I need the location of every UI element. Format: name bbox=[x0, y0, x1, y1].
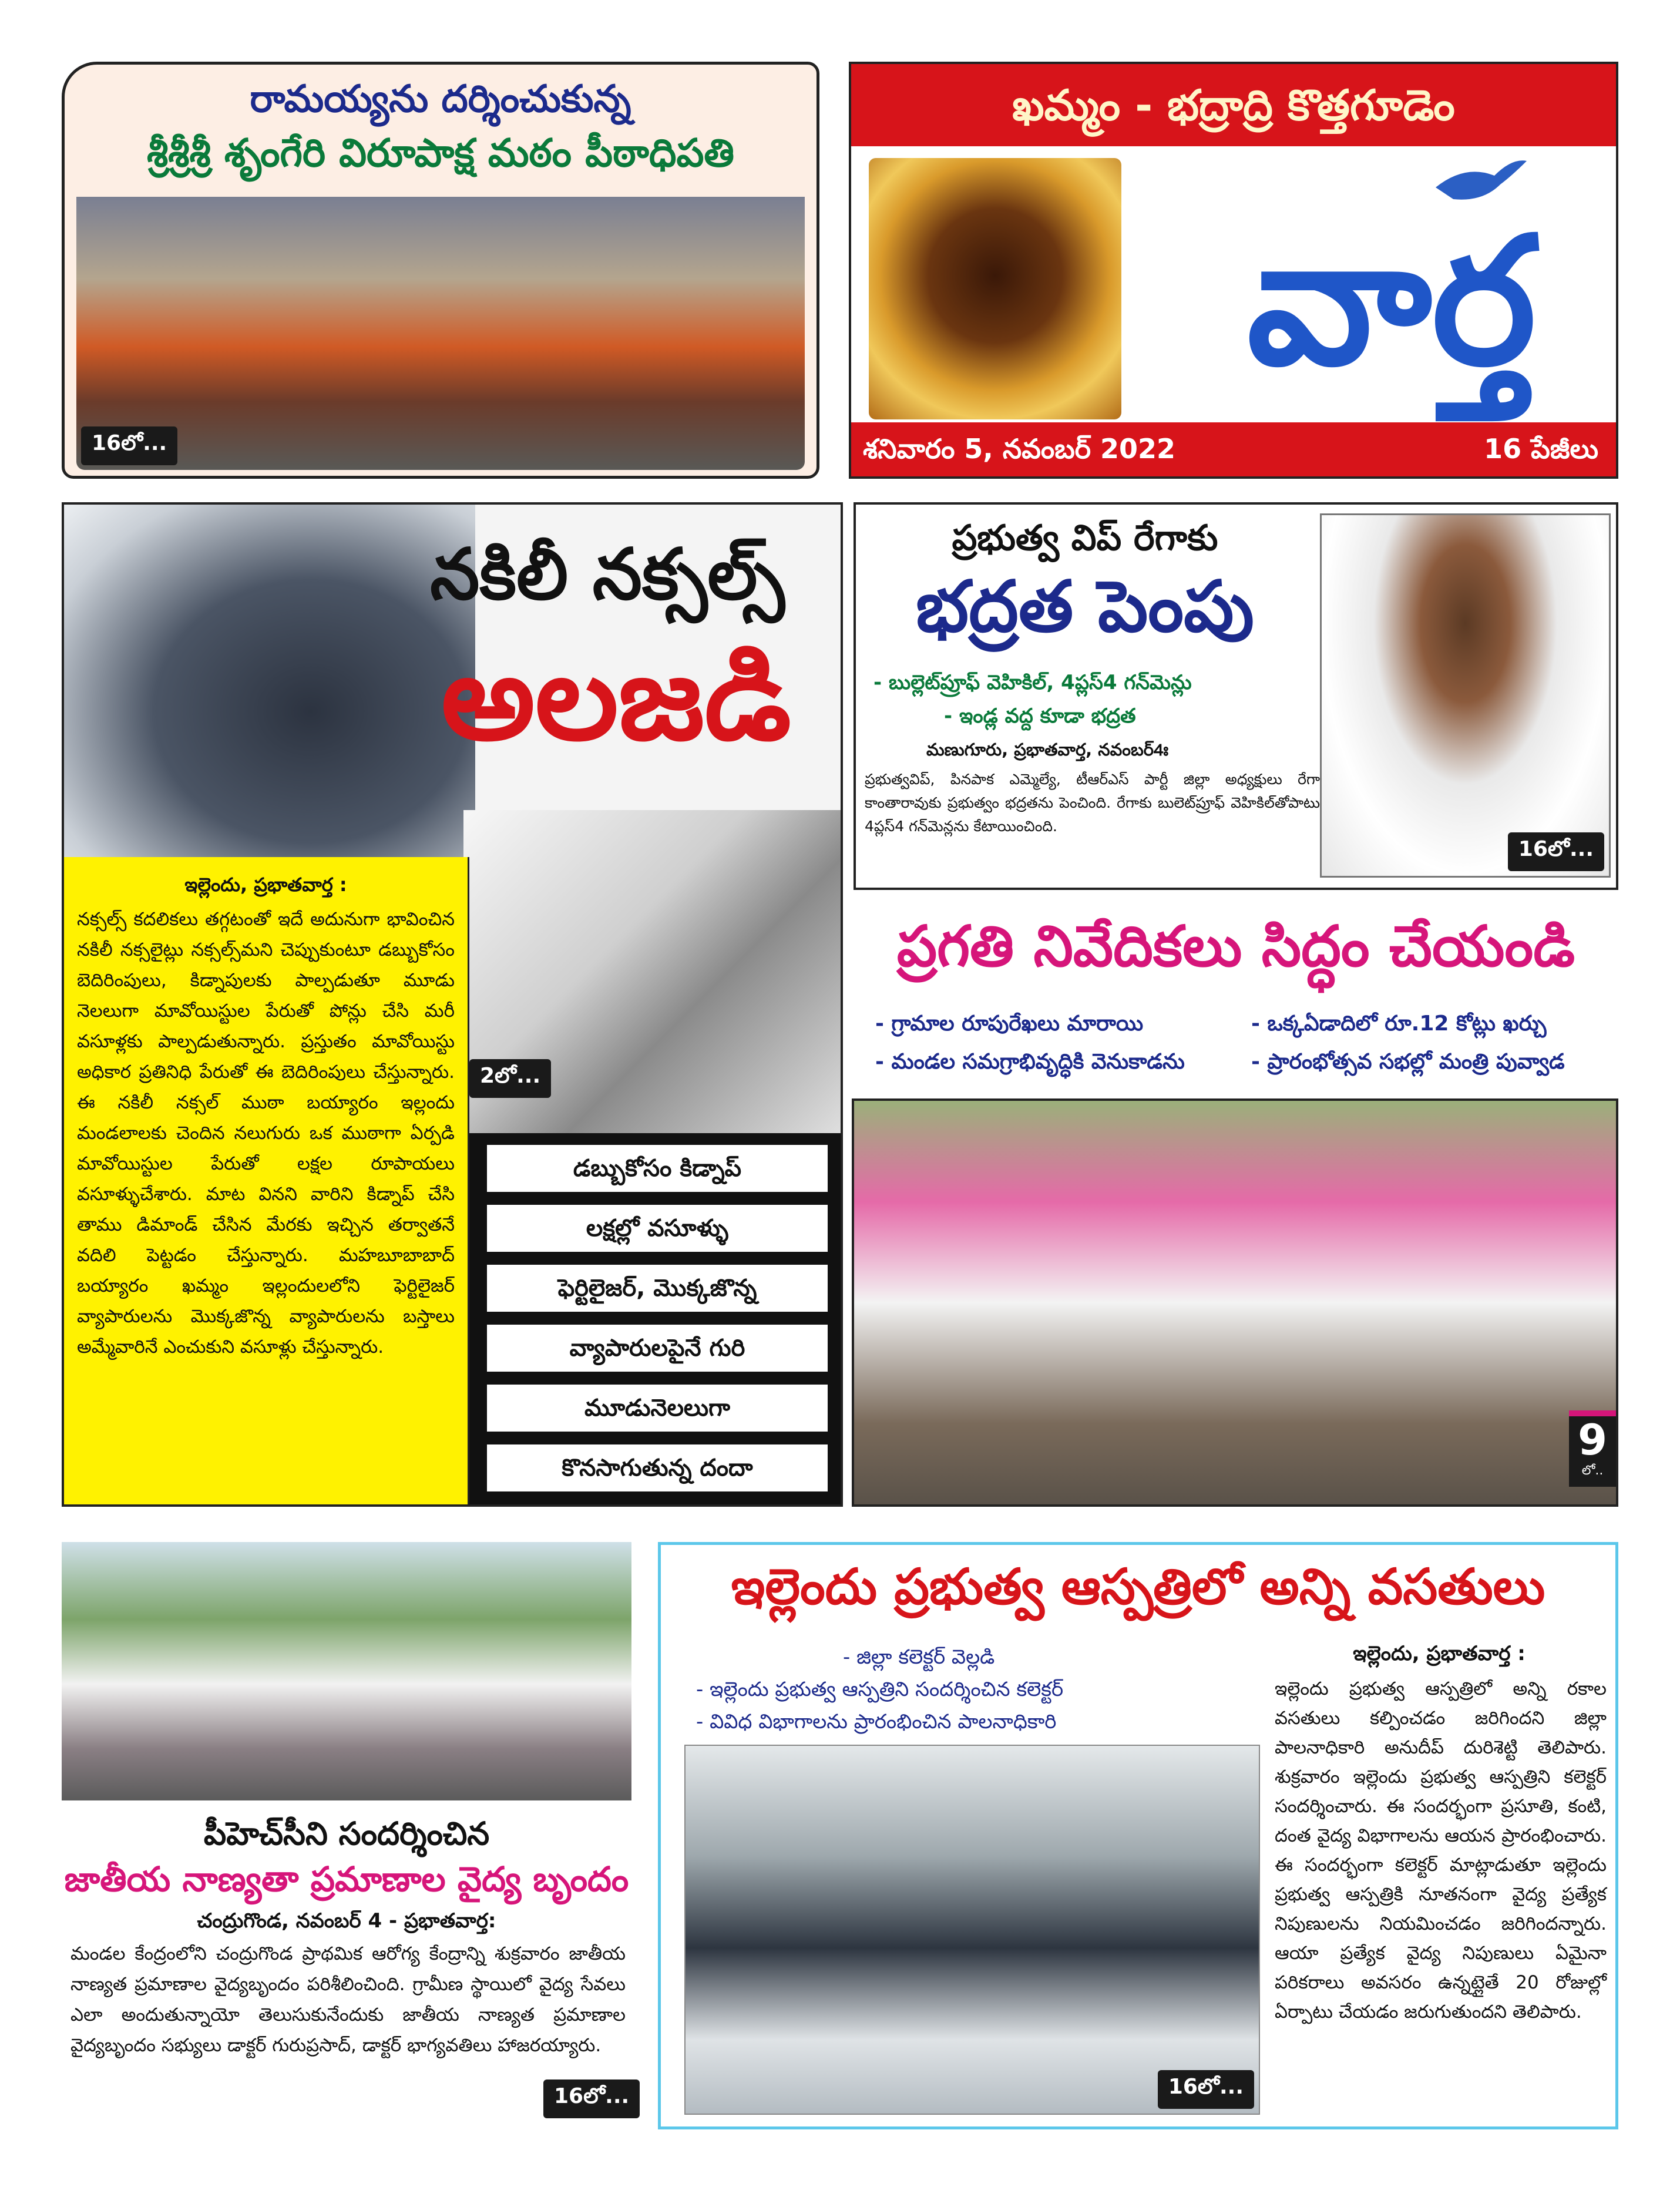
naxals-story bbox=[62, 502, 843, 1507]
masthead-logo: వార్త bbox=[1246, 199, 1537, 404]
naxals-highlights-box bbox=[469, 1133, 843, 1507]
hospital-bullet: - వివిధ విభాగాలను ప్రారంభించిన పాలనాధికారి bbox=[696, 1710, 1057, 1734]
naxals-headline-1: నకిలీ నక్సల్స్ bbox=[430, 534, 785, 616]
naxals-page-ref[interactable]: 2లో... bbox=[469, 1059, 551, 1098]
highlight-item: డబ్బుకోసం కిడ్నాప్ bbox=[487, 1145, 828, 1192]
hospital-visit-photo bbox=[684, 1745, 1260, 2115]
phc-kicker: పీహెచ్‌సీని సందర్శించిన bbox=[203, 1815, 490, 1852]
naxals-body: నక్సల్స్ కదలికలు తగ్గటంతో ఇదే అదునుగా భావించిన నకిలీ నక్సలైట్లు నక్సల్స్‌మని చెప్పుకుంటూ డబ్బుకోసం బెదిరింపులు, కిడ్నాపులకు పాల్పడుతూ మూడు నెలలుగా మావోయిస్టుల పేరుతో పోన్లు చేసి మరీ వసూళ్లకు పాల్పడుతున్నారు. ప్రస్తుతం మావోయిస్టు అధికార ప్రతినిధి పేరుతో ఈ బెదిరింపులు చేస్తున్నారు. ఈ నకిలీ నక్సల్ ముఠా బయ్యారం ఇల్లందు మండలాలకు చెందిన నలుగురు ఒక ముఠాగా ఏర్పడి మావోయిస్టుల పేరుతో లక్షల రూపాయలు వసూళ్ళుచేశారు. మాట వినని వారిని కిడ్నాప్ చేసి తాము డిమాండ్ చేసిన మేరకు ఇచ్చిన తర్వాతనే వదిలి పెట్టడం చేస్తున్నారు. మహబూబాబాద్ బయ్యారం ఖమ్మం ఇల్లందులలోని ఫెర్టిలైజర్ వ్యాపారులను మొక్కజొన్న వ్యాపారులను బస్తాలు అమ్మేవారినే ఎంచుకుని వసూళ్లు చేస్తున్నారు. bbox=[77, 909, 455, 1358]
top-left-heading-1: రామయ్యను దర్శించుకున్న bbox=[250, 78, 631, 121]
whip-kicker: ప్రభుత్వ విప్ రేగాకు bbox=[952, 518, 1218, 559]
highlight-item: లక్షల్లో వసూళ్ళు bbox=[487, 1205, 828, 1252]
phc-page-ref[interactable]: 16లో... bbox=[543, 2080, 640, 2118]
whip-bullet: - ఇండ్ల వద్ద కూడా భద్రత bbox=[944, 704, 1136, 728]
highlight-item: వ్యాపారులపైనే గురి bbox=[487, 1325, 828, 1372]
progress-bullet: - ఒక్కఏడాదిలో రూ.12 కోట్లు ఖర్చు bbox=[1251, 1012, 1547, 1036]
kidnap-sketch-illustration bbox=[463, 810, 843, 1139]
progress-headline: ప్రగతి నివేదికలు సిద్ధం చేయండి bbox=[896, 913, 1575, 979]
masthead-date-bar bbox=[851, 422, 1616, 476]
masthead bbox=[849, 62, 1618, 479]
inauguration-photo bbox=[852, 1098, 1618, 1507]
top-left-story bbox=[62, 62, 819, 479]
progress-bullet: - గ్రామాల రూపురేఖలు మారాయి bbox=[875, 1012, 1144, 1036]
whip-dateline: మణుగూరు, ప్రభాతవార్త, నవంబర్4ః bbox=[926, 740, 1169, 760]
highlight-item: కొనసాగుతున్న దందా bbox=[487, 1444, 828, 1491]
phc-body: మండల కేంద్రంలోని చంద్రుగొండ ప్రాథమిక ఆరోగ్య కేంద్రాన్ని శుక్రవారం జాతీయ నాణ్యత ప్రమాణాల వైద్యబృందం పరిశీలించింది. గ్రామీణ స్థాయిలో వైద్య సేవలు ఎలా అందుతున్నాయో తెలుసుకునేందుకు జాతీయ నాణ్యత ప్రమాణాల వైద్యబృందం సభ్యులు డాక్టర్ గురుప్రసాద్, డాక్టర్ భాగ్యవతిలు హాజరయ్యారు. bbox=[70, 1943, 626, 2056]
hospital-story bbox=[658, 1542, 1618, 2129]
hospital-dateline: ఇల్లెందు, ప్రభాతవార్త : bbox=[1353, 1642, 1526, 1665]
progress-bullet: - మండల సమగ్రాభివృద్ధికి వెనుకాడను bbox=[875, 1050, 1185, 1074]
naxals-body-box bbox=[64, 857, 469, 1507]
progress-page-ref-suffix: లో.. bbox=[1581, 1463, 1604, 1478]
highlight-item: ఫెర్టిలైజర్, మొక్కజొన్న bbox=[487, 1265, 828, 1312]
temple-deity-image bbox=[869, 158, 1121, 419]
progress-bullet: - ప్రారంభోత్సవ సభల్లో మంత్రి పువ్వాడ bbox=[1251, 1050, 1565, 1074]
masthead-region-bar bbox=[851, 64, 1616, 146]
naxals-dateline: ఇల్లెందు, ప్రభాతవార్త : bbox=[184, 874, 347, 896]
progress-page-ref[interactable] bbox=[1569, 1410, 1616, 1487]
hospital-page-ref[interactable]: 16లో... bbox=[1158, 2070, 1254, 2109]
whip-page-ref[interactable]: 16లో... bbox=[1508, 832, 1604, 871]
hospital-bullet: - ఇల్లెందు ప్రభుత్వ ఆస్పత్రిని సందర్శించిన కలెక్టర్ bbox=[696, 1678, 1064, 1701]
masthead-pages: 16 పేజీలు bbox=[1484, 433, 1598, 465]
hospital-body: ఇల్లెందు ప్రభుత్వ ఆస్పత్రిలో అన్ని రకాల వసతులు కల్పించడం జరిగిందని జిల్లా పాలనాధికారి అనుదీప్ దురిశెట్టి తెలిపారు. శుక్రవారం ఇల్లెందు ప్రభుత్వ ఆస్పత్రిని కలెక్టర్ సందర్శించారు. ఈ సందర్భంగా ప్రసూతి, కంటి, దంత వైద్య విభాగాలను ఆయన ప్రారంభించారు. ఈ సందర్భంగా కలెక్టర్ మాట్లాడుతూ ఇల్లెందు ప్రభుత్వ ఆస్పత్రికి నూతనంగా వైద్య ప్రత్యేక నిపుణులను నియమించడం జరిగిందన్నారు. ఆయా ప్రత్యేక వైద్య నిపుణులు ఏమైనా పరికరాలు అవసరం ఉన్నట్లైతే 20 రోజుల్లో ఏర్పాటు చేయడం జరుగుతుందని తెలిపారు. bbox=[1275, 1678, 1607, 2023]
phc-dateline: చంద్రుగొండ, నవంబర్ 4 - ప్రభాతవార్త: bbox=[197, 1909, 496, 1933]
masthead-region-title: ఖమ్మం - భద్రాద్రి కొత్తగూడెం bbox=[1012, 80, 1455, 130]
masthead-date: శనివారం 5, నవంబర్ 2022 bbox=[863, 433, 1176, 465]
whip-story bbox=[854, 502, 1618, 890]
top-left-page-ref[interactable]: 16లో... bbox=[81, 426, 177, 465]
phc-headline: జాతీయ నాణ్యతా ప్రమాణాల వైద్య బృందం bbox=[64, 1859, 629, 1899]
hospital-bullet: - జిల్లా కలెక్టర్ వెల్లడి bbox=[843, 1645, 995, 1669]
whip-bullet: - బుల్లెట్‌ప్రూఫ్ వెహికిల్, 4ప్లస్4 గన్‌మెన్లు bbox=[873, 671, 1192, 694]
whip-body: ప్రభుత్వవిప్, పినపాక ఎమ్మెల్యే, టీఆర్ఎస్ పార్టీ జిల్లా అధ్యక్షులు రేగా కాంతారావుకు ప్రభుత్వం భద్రతను పెంచింది. రేగాకు బులెట్‌ప్రూఫ్ వెహికిల్‌తోపాటు 4ప్లస్4 గన్‌మెన్లను కేటాయించింది. bbox=[865, 771, 1320, 835]
phc-team-photo bbox=[62, 1542, 631, 1800]
rega-portrait-photo bbox=[1320, 513, 1611, 878]
sringeri-group-photo bbox=[76, 197, 805, 470]
hospital-headline: ఇల్లెందు ప్రభుత్వ ఆస్పత్రిలో అన్ని వసతులు bbox=[731, 1558, 1545, 1615]
highlight-item: మూడునెలలుగా bbox=[487, 1385, 828, 1432]
top-left-heading-2: శ్రీశ్రీశ్రీ శృంగేరి విరూపాక్ష మఠం పీఠాధిపతి bbox=[146, 130, 735, 176]
progress-page-ref-num: 9 bbox=[1577, 1415, 1608, 1464]
naxals-headline-2: అలజడి bbox=[441, 630, 791, 767]
whip-headline: భద్రత పెంపు bbox=[916, 566, 1254, 648]
